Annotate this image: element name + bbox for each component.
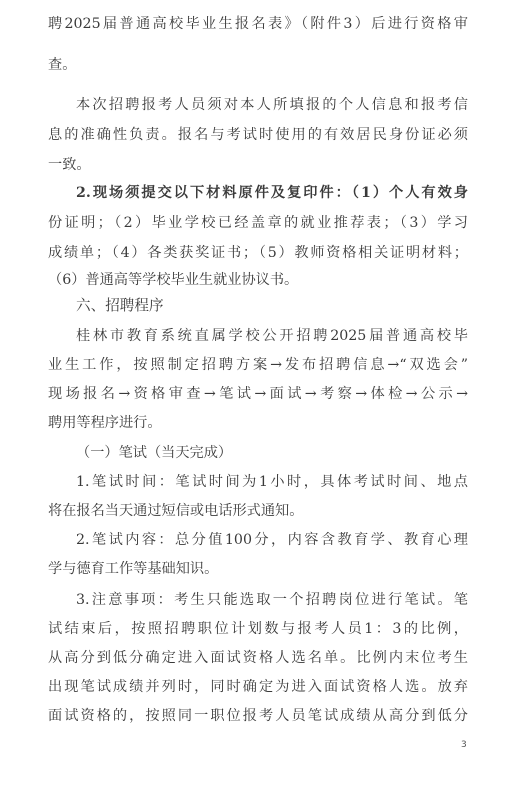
page-number: 3 [461, 740, 467, 750]
text-line: （6）普通高等学校毕业生就业协议书。 [48, 272, 299, 288]
text-line: 份证明；（2）毕业学校已经盖章的就业推荐表；（3）学习 [48, 215, 468, 231]
text-line: 将在报名当天通过短信或电话形式通知。 [48, 503, 304, 519]
text-line: 查。 [48, 57, 77, 73]
section-heading: 六、招聘程序 [76, 297, 164, 314]
text-line: 2.笔试内容：总分值100分，内容含教育学、教育心理 [76, 532, 468, 548]
text-line: 一致。 [48, 157, 91, 173]
text-line: 3.注意事项：考生只能选取一个招聘岗位进行笔试。笔 [76, 592, 468, 608]
text-line: 成绩单；（4）各类获奖证书；（5）教师资格相关证明材料； [48, 245, 468, 261]
text-line: 学与德育工作等基础知识。 [48, 561, 219, 577]
text-line: 现场报名→资格审查→笔试→面试→考察→体检→公示→ [48, 386, 468, 402]
text-line: 聘2025届普通高校毕业生报名表》（附件3）后进行资格审 [48, 16, 468, 32]
text-line: 从高分到低分确定进入面试资格人选名单。比例内末位考生 [48, 650, 468, 666]
text-line: 1.笔试时间：笔试时间为1小时，具体考试时间、地点 [76, 474, 468, 490]
text-line: 聘用等程序进行。 [48, 415, 162, 431]
text-line: 2.现场须提交以下材料原件及复印件：（1）个人有效身 [76, 185, 468, 201]
subsection-heading: （一）笔试（当天完成） [76, 445, 233, 461]
text-line: 息的准确性负责。报名与考试时使用的有效居民身份证必须 [48, 127, 468, 143]
text-line: 本次招聘报考人员须对本人所填报的个人信息和报考信 [76, 97, 468, 113]
text-line: 面试资格的，按照同一职位报考人员笔试成绩从高分到低分 [48, 708, 468, 724]
text-line: 桂林市教育系统直属学校公开招聘2025届普通高校毕 [76, 328, 468, 344]
text-line: 业生工作，按照制定招聘方案→发布招聘信息→“双选会” [48, 357, 468, 373]
text-line: 出现笔试成绩并列时，同时确定为进入面试资格人选。放弃 [48, 679, 468, 695]
text-line: 试结束后，按照招聘职位计划数与报考人员1：3的比例， [48, 621, 468, 637]
